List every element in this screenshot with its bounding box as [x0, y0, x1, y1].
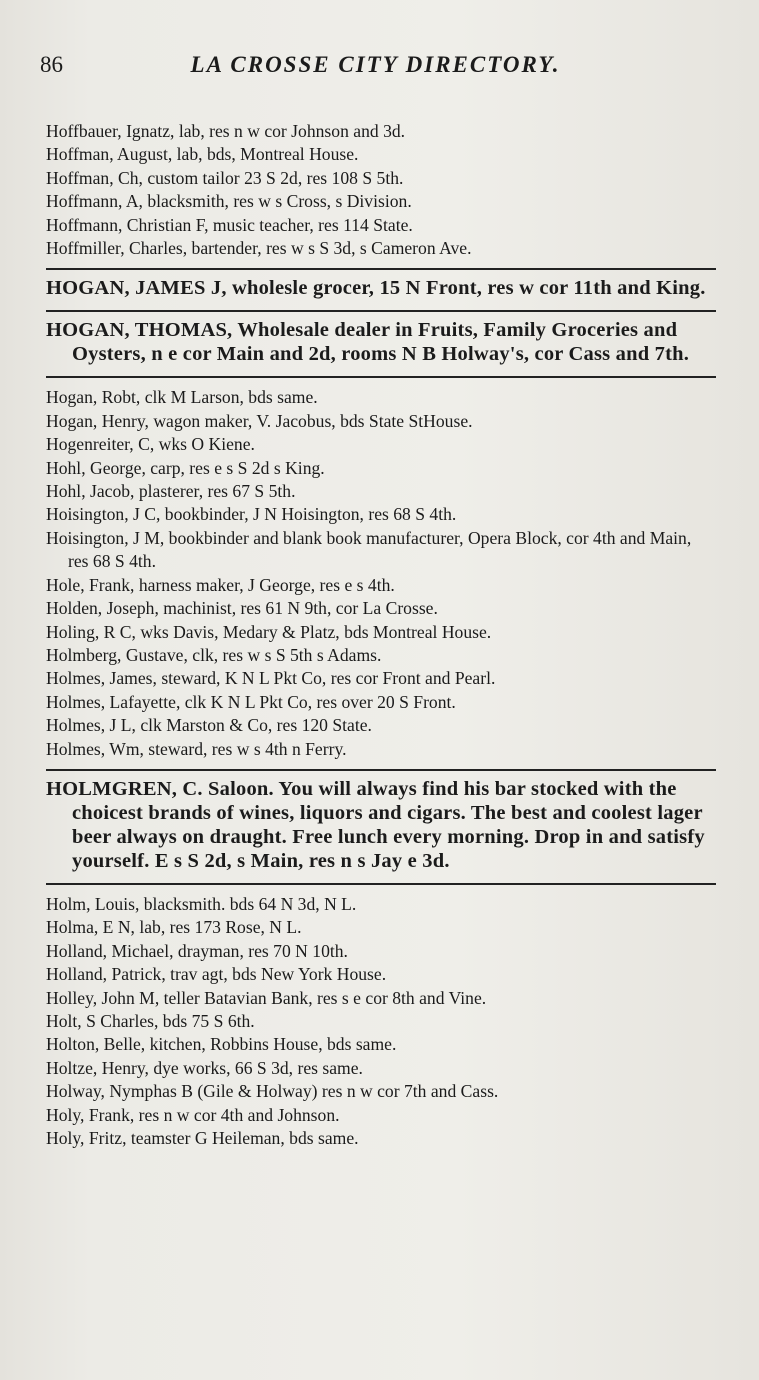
advertisement-block — [46, 312, 716, 368]
entry-group-c — [46, 893, 716, 1150]
listing-entry: Holland, Michael, drayman, res 70 N 10th. — [46, 940, 348, 961]
listing-entry: Holden, Joseph, machinist, res 61 N 9th, cor La Crosse. — [46, 598, 438, 619]
advertisement-hogan-thomas: HOGAN, THOMAS, Wholesale dealer in Fruits, Family Groceries and Oysters, n e cor Main and 2d, rooms N B Holway's, cor Cass and 7th. — [46, 319, 690, 366]
listing-entry: Hogenreiter, C, wks O Kiene. — [46, 434, 255, 455]
listing-entry: Holing, R C, wks Davis, Medary & Platz, bds Montreal House. — [46, 621, 492, 642]
listing-entry: Hohl, George, carp, res e s S 2d s King. — [46, 457, 325, 478]
advertisement-block — [46, 270, 716, 302]
listing-entry: Hoffbauer, Ignatz, lab, res n w cor Johnson and 3d. — [46, 121, 406, 141]
listing-entry: Holmberg, Gustave, clk, res w s S 5th s Adams. — [46, 644, 382, 665]
listing-entry: Hoffman, Ch, custom tailor 23 S 2d, res 108 S 5th. — [46, 167, 404, 188]
listing-entry: Hoffman, August, lab, bds, Montreal House. — [46, 144, 359, 165]
listing-entry: Holway, Nymphas B (Gile & Holway) res n w cor 7th and Cass. — [46, 1081, 499, 1102]
directory-listing — [46, 120, 716, 1150]
listing-entry: Holy, Frank, res n w cor 4th and Johnson. — [46, 1104, 340, 1125]
listing-entry: Hohl, Jacob, plasterer, res 67 S 5th. — [46, 481, 296, 502]
advertisement-holmgren: HOLMGREN, C. Saloon. You will always find his bar stocked with the choicest brands of wines, liquors and cigars. The best and coolest lager beer always on draught. Free lunch every morning. Drop in and satisfy yourself. E s S 2d, s Main, res n s Jay e 3d. — [46, 777, 705, 872]
listing-entry: Hoisington, J M, bookbinder and blank book manufacturer, Opera Block, cor 4th and Main, res 68 S 4th. — [46, 527, 692, 572]
page-number: 86 — [40, 52, 63, 77]
listing-entry: Holma, E N, lab, res 173 Rose, N L. — [46, 917, 302, 938]
listing-entry: Holtze, Henry, dye works, 66 S 3d, res same. — [46, 1057, 363, 1078]
listing-entry: Hoisington, J C, bookbinder, J N Hoisington, res 68 S 4th. — [46, 504, 457, 525]
listing-entry: Holland, Patrick, trav agt, bds New York House. — [46, 964, 387, 985]
listing-entry: Holy, Fritz, teamster G Heileman, bds same. — [46, 1128, 359, 1148]
listing-entry: Hogan, Robt, clk M Larson, bds same. — [46, 387, 318, 408]
listing-entry: Hogan, Henry, wagon maker, V. Jacobus, bds State StHouse. — [46, 410, 473, 431]
listing-entry: Holm, Louis, blacksmith. bds 64 N 3d, N L. — [46, 893, 357, 914]
listing-entry: Holton, Belle, kitchen, Robbins House, bds same. — [46, 1034, 397, 1055]
advertisement-block — [46, 771, 716, 875]
running-title: LA CROSSE CITY DIRECTORY. — [190, 52, 561, 77]
advertisement-hogan-james: HOGAN, JAMES J, wholesle grocer, 15 N Front, res w cor 11th and King. — [46, 277, 706, 300]
page-header — [40, 52, 711, 82]
listing-entry: Hoffmiller, Charles, bartender, res w s S 3d, s Cameron Ave. — [46, 238, 472, 259]
listing-entry: Holmes, James, steward, K N L Pkt Co, res cor Front and Pearl. — [46, 668, 496, 689]
listing-entry: Holley, John M, teller Batavian Bank, res s e cor 8th and Vine. — [46, 987, 487, 1008]
listing-entry: Hoffmann, A, blacksmith, res w s Cross, s Division. — [46, 191, 412, 212]
listing-entry: Holmes, Lafayette, clk K N L Pkt Co, res over 20 S Front. — [46, 691, 456, 712]
listing-entry: Holt, S Charles, bds 75 S 6th. — [46, 1010, 255, 1031]
listing-entry: Hole, Frank, harness maker, J George, res e s 4th. — [46, 574, 395, 595]
listing-entry: Holmes, J L, clk Marston & Co, res 120 State. — [46, 715, 372, 736]
entry-group-b — [46, 386, 716, 761]
divider-rule — [46, 376, 716, 378]
entry-group-a — [46, 120, 716, 260]
listing-entry: Hoffmann, Christian F, music teacher, res 114 State. — [46, 214, 413, 235]
listing-entry: Holmes, Wm, steward, res w s 4th n Ferry. — [46, 738, 347, 759]
divider-rule — [46, 883, 716, 885]
